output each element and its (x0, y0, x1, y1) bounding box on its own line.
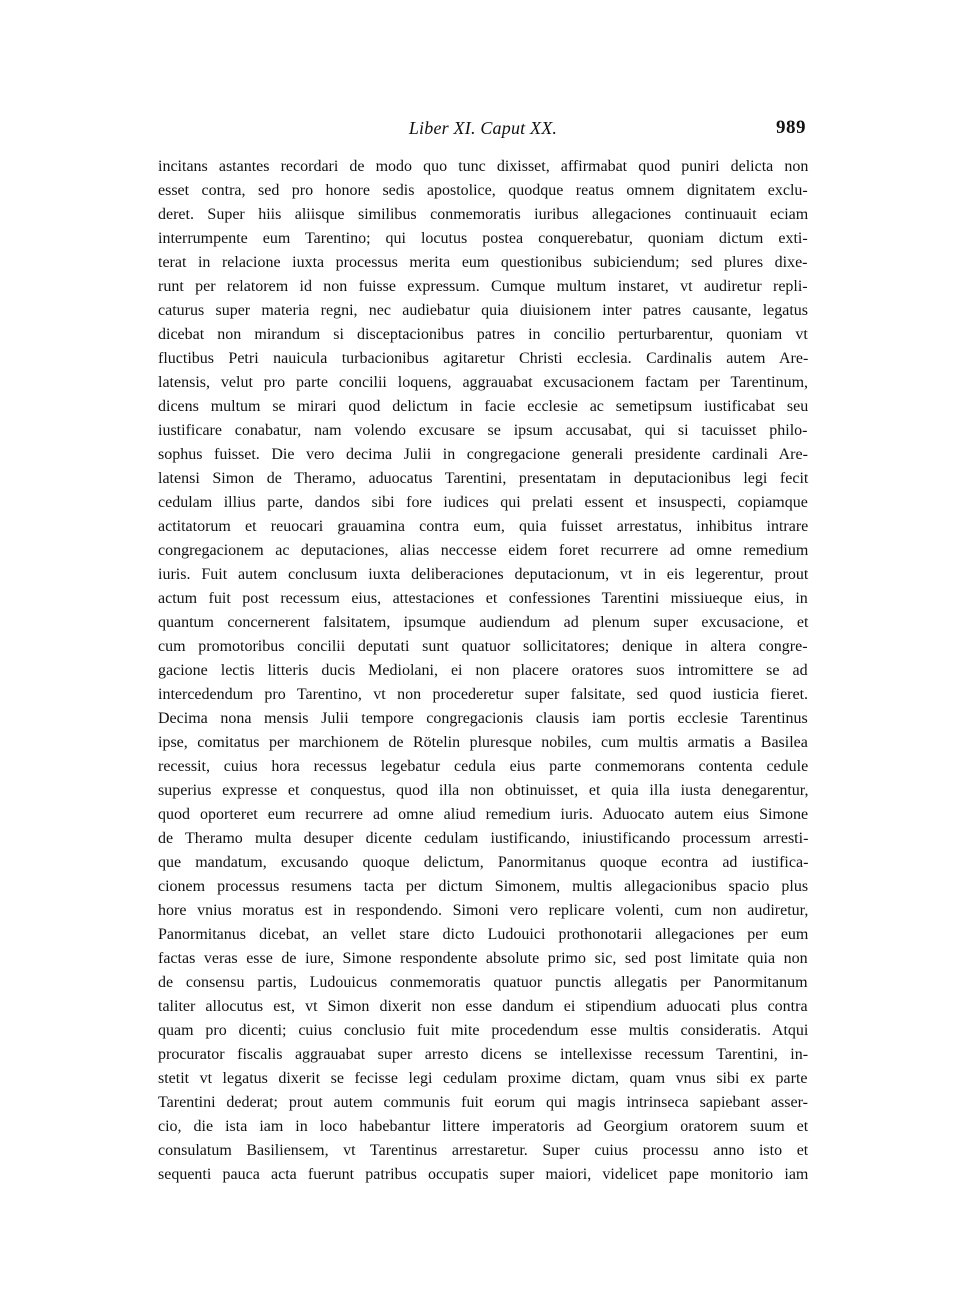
text-line: de Theramo multa desuper dicente cedulam iustificando, iniustificando processum arresti- (158, 830, 809, 847)
text-line: sophus fuisset. Die vero decima Julii in congregacione generali presidente cardinali Are- (158, 446, 808, 463)
page-number: 989 (776, 117, 806, 138)
text-line: gacione lectis litteris ducis Mediolani, ei non placere oratores suos intromittere se ad (158, 662, 808, 679)
text-line: actitatorum et reuocari grauamina contra eum, quia fuisset arrestatus, inhibitus intrare (158, 518, 809, 535)
text-line: dicebat non mirandum si disceptacionibus patres in concilio perturbarentur, quoniam vt (158, 326, 808, 343)
text-line: cum promotoribus concilii deputati sunt quatuor sollicitatores; denique in altera congre- (158, 638, 808, 655)
text-line: iustificare conabatur, nam volendo excusare se ipsum accusabat, qui si tacuisset philo- (158, 422, 808, 439)
text-line: de consensu partis, Ludouicus conmemoratis quatuor punctis allegatis per Panormitanum (158, 974, 808, 991)
text-line: quam pro dicenti; cuius conclusio fuit mite procedendum esse multis consideratis. Atqui (158, 1022, 809, 1039)
text-line: quod oporteret eum recurrere ad omne aliud remedium iuris. Aduocato autem eius Simone (158, 806, 809, 823)
text-line: Tarentini dederat; prout autem communis fuit eorum qui magis intrinseca sapiebant asser- (158, 1094, 808, 1111)
text-line: stetit vt legatus dixerit se fecisse legi cedulam proxime dictam, quam vnus sibi ex parte (158, 1070, 808, 1087)
text-line: quantum concernerent falsitatem, ipsumque audiendum ad plenum super excusacione, et (158, 614, 809, 631)
text-line: interrumpente eum Tarentino; qui locutus postea conquerebatur, quoniam dictum exti- (158, 230, 808, 247)
text-line: hore vnius moratus est in respondendo. Simoni vero replicare volenti, cum non audiretur, (158, 902, 809, 919)
text-line: terat in relacione iuxta processus merita eum questionibus subiciendum; sed plures dixe- (158, 254, 808, 271)
text-line: procurator fiscalis aggrauabat super arresto dicens se intellexisse recessum Tarentini, in- (158, 1046, 809, 1063)
running-title: Liber XI. Caput XX. (408, 118, 558, 138)
text-line: ipse, comitatus per marchionem de Rötelin pluresque nobiles, cum multis armatis a Basilea (158, 734, 808, 751)
text-line: esset contra, sed pro honore sedis apostolice, quodque reatus omnem dignitatem exclu- (158, 182, 808, 199)
text-line: Decima nona mensis Julii tempore congregacionis clausis iam portis ecclesie Tarentinus (158, 710, 808, 727)
text-line: taliter allocutus est, vt Simon dixerit non esse dandum ei stipendium aduocati plus contra (158, 998, 808, 1015)
text-line: incitans astantes recordari de modo quo tunc dixisset, affirmabat quod puniri delicta non (158, 158, 809, 175)
text-line: sequenti pauca acta fuerunt patribus occupatis super maiori, videlicet pape monitorio iam (158, 1166, 809, 1183)
text-line: factas veras esse de iure, Simone respondente absolute primo sic, sed post limitate quia non (158, 950, 808, 967)
text-line: superius expresse et conquestus, quod illa non obtinuisset, et quia illa iusta denegarentur, (158, 782, 809, 799)
text-line: recessit, cuius hora recessus legebatur cedula eius parte conmemorans contenta cedule (158, 758, 809, 775)
text-line: runt per relatorem id non fuisse expressum. Cumque multum instaret, vt audiretur repli- (158, 278, 808, 295)
text-line: Panormitanus dicebat, an vellet stare dicto Ludouici prothonotarii allegaciones per eum (158, 926, 809, 943)
text-line: iuris. Fuit autem conclusum iuxta deliberaciones deputacionum, vt in eis legerentur, prout (158, 566, 809, 583)
text-line: fluctibus Petri nauicula turbacionibus agitaretur Christi ecclesia. Cardinalis autem Are- (158, 350, 809, 367)
text-line: actum fuit post recessum eius, attestaciones et confessiones Tarentini missiueque eius, in (158, 590, 808, 607)
text-line: congregacionem ac deputaciones, alias neccesse eidem foret recurrere ad omne remedium (158, 542, 809, 559)
running-head (158, 116, 808, 146)
text-line: latensis, velut pro parte concilii loquens, aggrauabat excusacionem factam per Tarentinum, (158, 374, 809, 391)
text-line: cionem processus resumens tacta per dictum Simonem, multis allegacionibus spacio plus (158, 878, 809, 895)
text-line: dicens multum se mirari quod delictum in facie ecclesie ac semetipsum iustificabat seu (158, 398, 809, 415)
text-line: cedulam illius parte, dandos sibi fore iudices qui prelati essent et insuspecti, copiamque (158, 494, 808, 511)
text-line: intercedendum pro Tarentino, vt non procederetur super falsitate, sed quod iusticia fieret. (158, 686, 809, 703)
text-line: latensi Simon de Theramo, aduocatus Tarentini, presentatam in deputacionibus legi fecit (158, 470, 809, 487)
text-line: cio, die ista iam in loco habebantur littere imperatoris ad Georgium oratorem suum et (158, 1118, 809, 1135)
text-line: caturus super materia regni, nec audiebatur quia diuisionem inter patres causante, legatus (158, 302, 809, 319)
body-text (158, 155, 808, 1187)
text-line: consulatum Basiliensem, vt Tarentinus arrestaretur. Super cuius processu anno isto et (158, 1142, 809, 1159)
text-line: deret. Super hiis aliisque similibus conmemoratis iuribus allegaciones continuauit eciam (158, 206, 809, 223)
text-line: que mandatum, excusando quoque delictum, Panormitanus quoque econtra ad iustifica- (158, 854, 809, 871)
